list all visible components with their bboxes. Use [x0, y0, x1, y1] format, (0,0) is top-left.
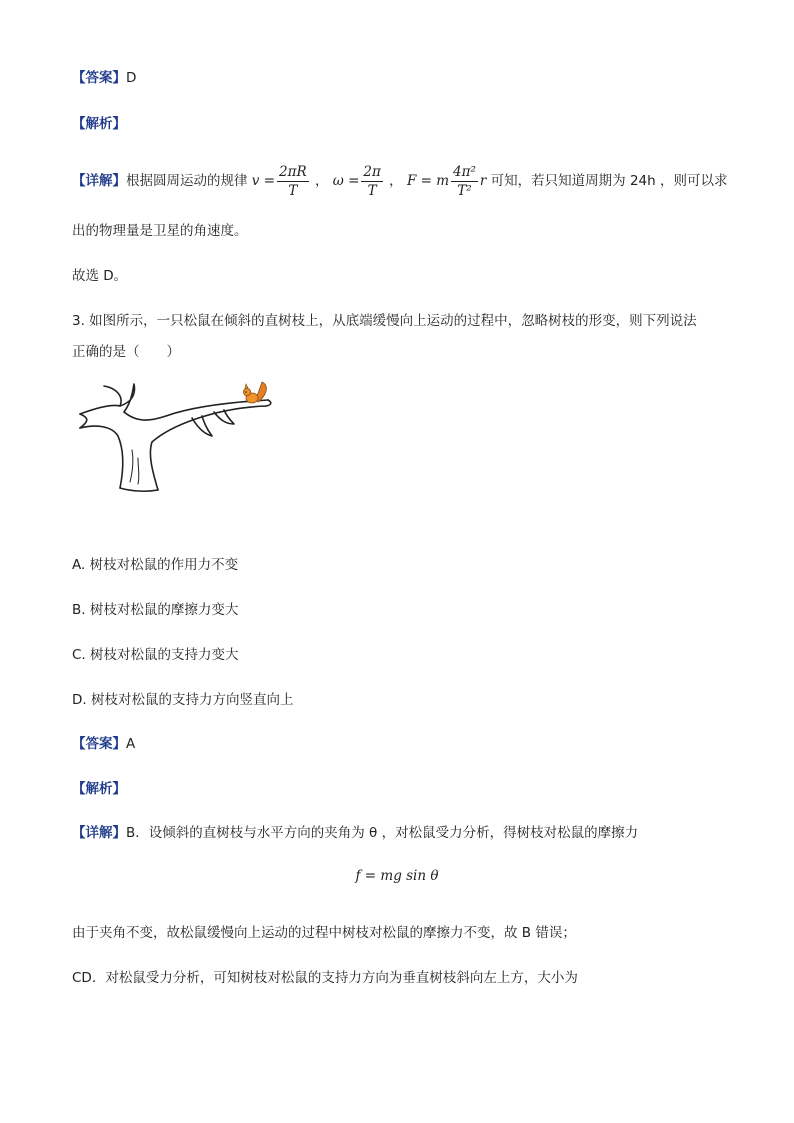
option-d: D. 树枝对松鼠的支持力方向竖直向上 — [72, 692, 294, 708]
option-a: A. 树枝对松鼠的作用力不变 — [72, 557, 239, 573]
trunk-base — [120, 488, 158, 491]
branch-upper-edge — [124, 400, 268, 420]
conclusion-line: 故选 D。 — [72, 268, 128, 284]
answer-value: D — [126, 70, 137, 86]
detail-line-1: 【详解】根据圆周运动的规律 v = $\frac{2\pi R}{T}$ ， ω = $\frac{2\pi}{T}$ ， F = m $\frac{\text{4π²}}{\text{T²}}$ r 可知，若只知道周期为 24h ，则可以求 — [72, 164, 728, 199]
detail-tag: 【详解】 — [72, 173, 126, 189]
tree-squirrel-figure — [74, 378, 274, 498]
branch-tip — [266, 400, 271, 406]
detail-line-2: 出的物理量是卫星的角速度。 — [72, 223, 248, 239]
analysis-heading-1: 【解析】 — [72, 116, 126, 132]
bark-line-1 — [130, 450, 133, 482]
left-branch-tip — [80, 414, 87, 428]
detail-line-b: 【详解】B．设倾斜的直树枝与水平方向的夹角为 θ ，对松鼠受力分析，得树枝对松鼠的摩擦力 — [72, 825, 639, 841]
option-c: C. 树枝对松鼠的支持力变大 — [72, 647, 239, 663]
question-3-stem-line-1: 3. 如图所示，一只松鼠在倾斜的直树枝上，从底端缓慢向上运动的过程中，忽略树枝的形变，则下列说法 — [72, 313, 697, 329]
question-3-stem-line-2: 正确的是（ ） — [72, 344, 180, 360]
bark-line-2 — [138, 458, 139, 484]
trunk-right — [150, 406, 266, 490]
top-spike — [120, 384, 134, 412]
answer-line-1 — [72, 66, 136, 86]
left-branch-upper — [80, 386, 121, 414]
trunk-left — [80, 426, 123, 488]
analysis-heading-2: 【解析】 — [72, 781, 126, 797]
option-b: B. 树枝对松鼠的摩擦力变大 — [72, 602, 239, 618]
answer-line-2: 【答案】A — [72, 736, 136, 752]
formula-v: v = $\frac{2\pi R}{T}$ — [251, 164, 307, 199]
friction-formula: f = mg sin θ — [355, 868, 439, 884]
formula-F: F = m $\frac{\text{4π²}}{\text{T²}}$ r — [406, 164, 487, 199]
conclusion-b-line: 由于夹角不变，故松鼠缓慢向上运动的过程中树枝对松鼠的摩擦力不变，故 B 错误； — [72, 925, 576, 941]
analysis-cd-line: CD．对松鼠受力分析，可知树枝对松鼠的支持力方向为垂直树枝斜向左上方，大小为 — [72, 970, 578, 986]
answer-tag: 【答案】 — [72, 70, 126, 86]
formula-omega: ω = $\frac{2\pi}{T}$ — [332, 164, 381, 199]
